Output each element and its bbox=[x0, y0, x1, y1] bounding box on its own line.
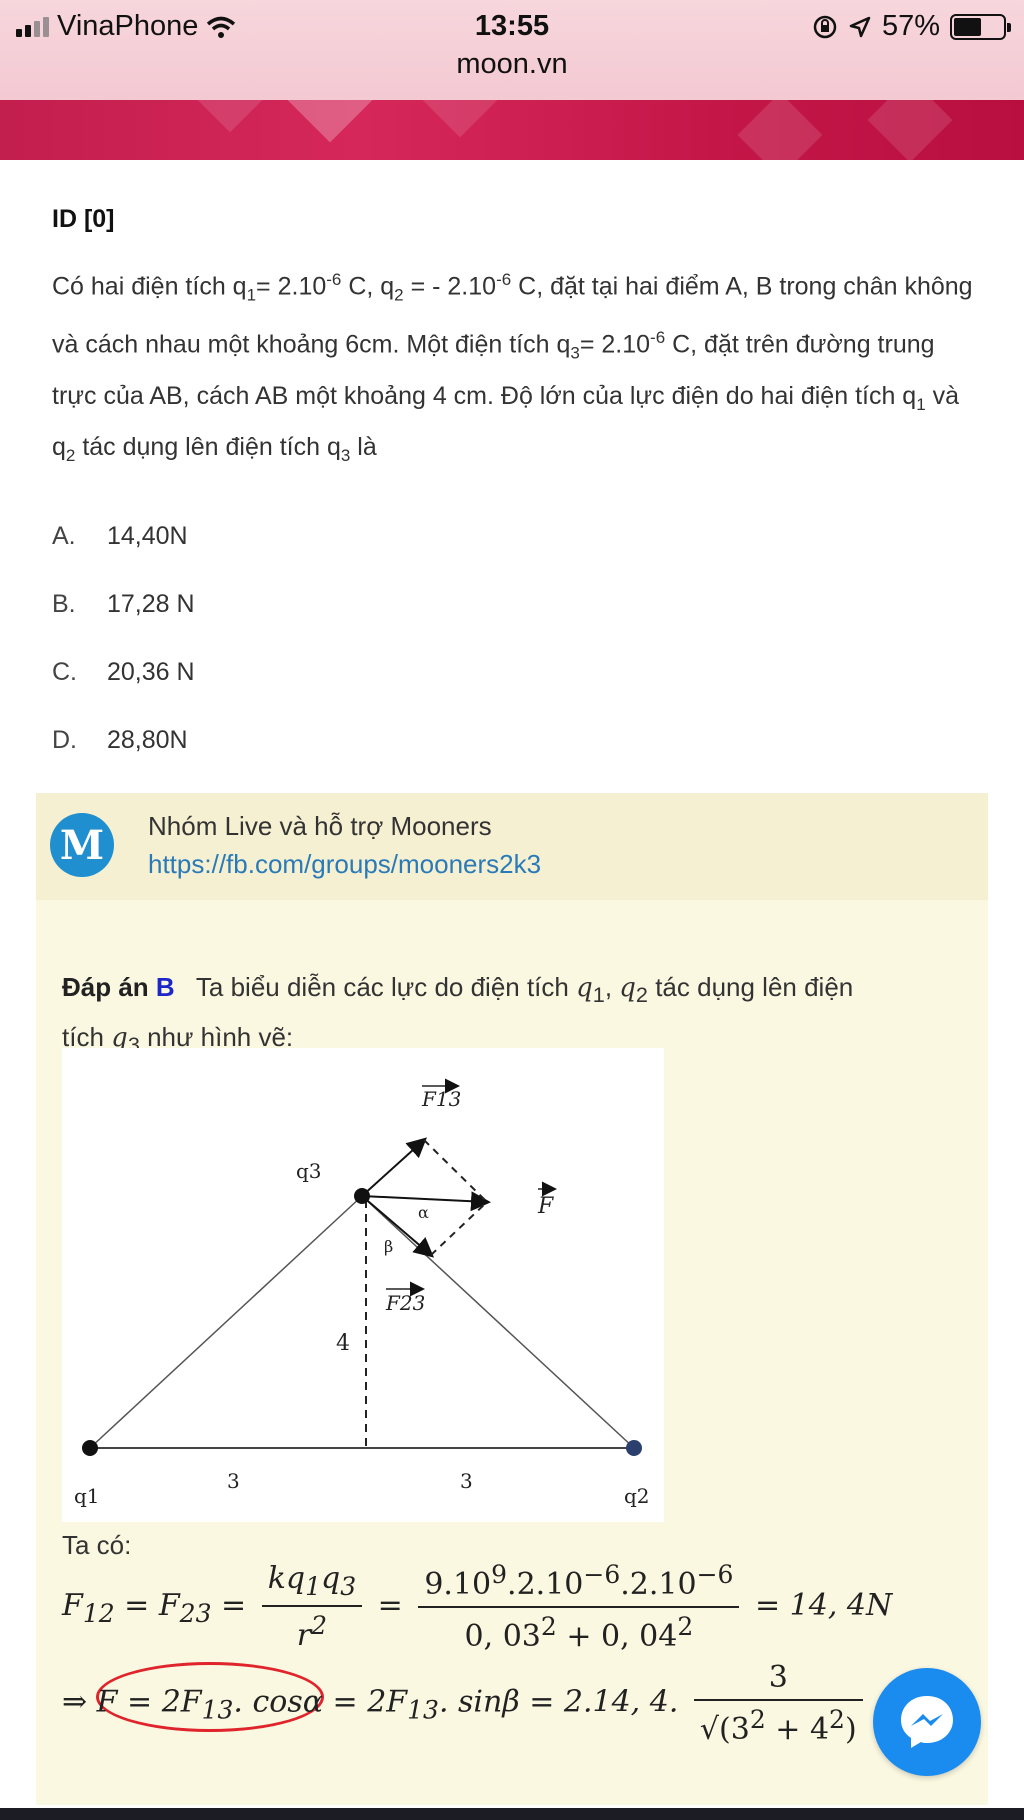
question-text: Có hai điện tích $q_1= 2.10^{-6}$ C, $q_2$ = - $2.10^{-6}$ C, đặt tại hai điểm A, B trong chân không và cách nhau một khoảng 6cm. Một điện tích $q_3= 2.10^{-6}$ C, đặt trên đường trung trực của AB, cách AB một khoảng 4 cm. Độ lớn của lực điện do hai điện tích $q_1$ và $q_2$ tác dụng lên điện tích $q_3$ là bbox=[52, 270, 973, 465]
answer-label: Đáp án bbox=[62, 972, 149, 1002]
label-q2: q2 bbox=[624, 1484, 650, 1508]
battery-icon bbox=[950, 14, 1006, 40]
label-beta: β bbox=[384, 1237, 394, 1256]
moon-logo-icon: M bbox=[50, 813, 114, 877]
carrier-name: VinaPhone bbox=[57, 10, 199, 42]
messenger-icon bbox=[891, 1686, 963, 1758]
solution-panel bbox=[36, 900, 988, 1805]
point-q2 bbox=[626, 1440, 642, 1456]
label-f23: F23 bbox=[386, 1291, 426, 1315]
label-d2: 3 bbox=[460, 1469, 473, 1493]
segment-q3-q2 bbox=[362, 1196, 634, 1448]
label-f13: F13 bbox=[422, 1087, 462, 1111]
answer-options bbox=[52, 502, 752, 774]
point-q3 bbox=[354, 1188, 370, 1204]
point-q1 bbox=[82, 1440, 98, 1456]
option-letter: B. bbox=[52, 589, 76, 618]
label-alpha: α bbox=[418, 1203, 429, 1222]
option-a[interactable] bbox=[52, 502, 752, 570]
status-time: 13:55 bbox=[474, 10, 550, 42]
label-d1: 3 bbox=[227, 1469, 240, 1493]
formula-f12: $F_{12} = F_{23}$ = $\frac{kq_1q_3}{r^2}$ = $\frac{9.10^9.2.10^{-6}.2.10^{-6}}{0, 03^2 + 0, 04^2}$ = 14, 4N bbox=[62, 1560, 893, 1654]
live-title: Nhóm Live và hỗ trợ Mooners bbox=[148, 811, 492, 841]
url-bar[interactable]: moon.vn bbox=[456, 48, 568, 80]
formula-result-1: = 14, 4N bbox=[755, 1588, 893, 1623]
option-text: 17,28 N bbox=[107, 589, 195, 618]
ta-co-label: Ta có: bbox=[62, 1530, 132, 1560]
solution-intro: Đáp án B Ta biểu diễn các lực do điện tích $q_1$, $q_2$ tác dụng lên điện tích $q_3$ như hình vẽ: bbox=[62, 972, 854, 1058]
force-diagram bbox=[62, 1048, 664, 1522]
option-d[interactable] bbox=[52, 706, 752, 774]
question-id: ID [0] bbox=[52, 205, 115, 233]
option-letter: C. bbox=[52, 657, 77, 686]
label-h: 4 bbox=[336, 1331, 350, 1356]
label-q1: q1 bbox=[74, 1484, 100, 1508]
option-letter: D. bbox=[52, 725, 77, 754]
option-b[interactable] bbox=[52, 570, 752, 638]
option-text: 28,80N bbox=[107, 725, 188, 754]
rotation-lock-icon bbox=[812, 14, 838, 40]
label-q3: q3 bbox=[296, 1159, 322, 1183]
messenger-chat-button[interactable] bbox=[873, 1668, 981, 1776]
parallelogram-edge bbox=[424, 1140, 487, 1202]
option-text: 20,36 N bbox=[107, 657, 195, 686]
browser-topbar bbox=[0, 0, 1024, 100]
answer-choice: B bbox=[155, 972, 175, 1002]
option-text: 14,40N bbox=[107, 521, 188, 550]
formula-f: ⇒ $F = 2F_{13}$. $\cos\alpha = 2F_{13}$. sinβ = 2.14, 4. $\frac{3}{√(3^2 + 4^2)}$ bbox=[62, 1660, 951, 1747]
option-c[interactable] bbox=[52, 638, 752, 706]
bottom-strip bbox=[0, 1808, 1024, 1820]
location-arrow-icon bbox=[848, 15, 872, 39]
battery-percent: 57% bbox=[881, 10, 940, 42]
site-banner bbox=[0, 100, 1024, 160]
vector-f bbox=[362, 1196, 487, 1202]
vector-f13 bbox=[362, 1140, 424, 1196]
label-f: F bbox=[538, 1194, 554, 1219]
option-letter: A. bbox=[52, 521, 76, 550]
status-bar bbox=[0, 8, 1024, 48]
parallelogram-edge bbox=[431, 1202, 487, 1255]
live-support-box bbox=[36, 793, 988, 900]
segment-q1-q3 bbox=[90, 1196, 362, 1448]
live-group-link[interactable]: https://fb.com/groups/mooners2k3 bbox=[148, 849, 542, 879]
